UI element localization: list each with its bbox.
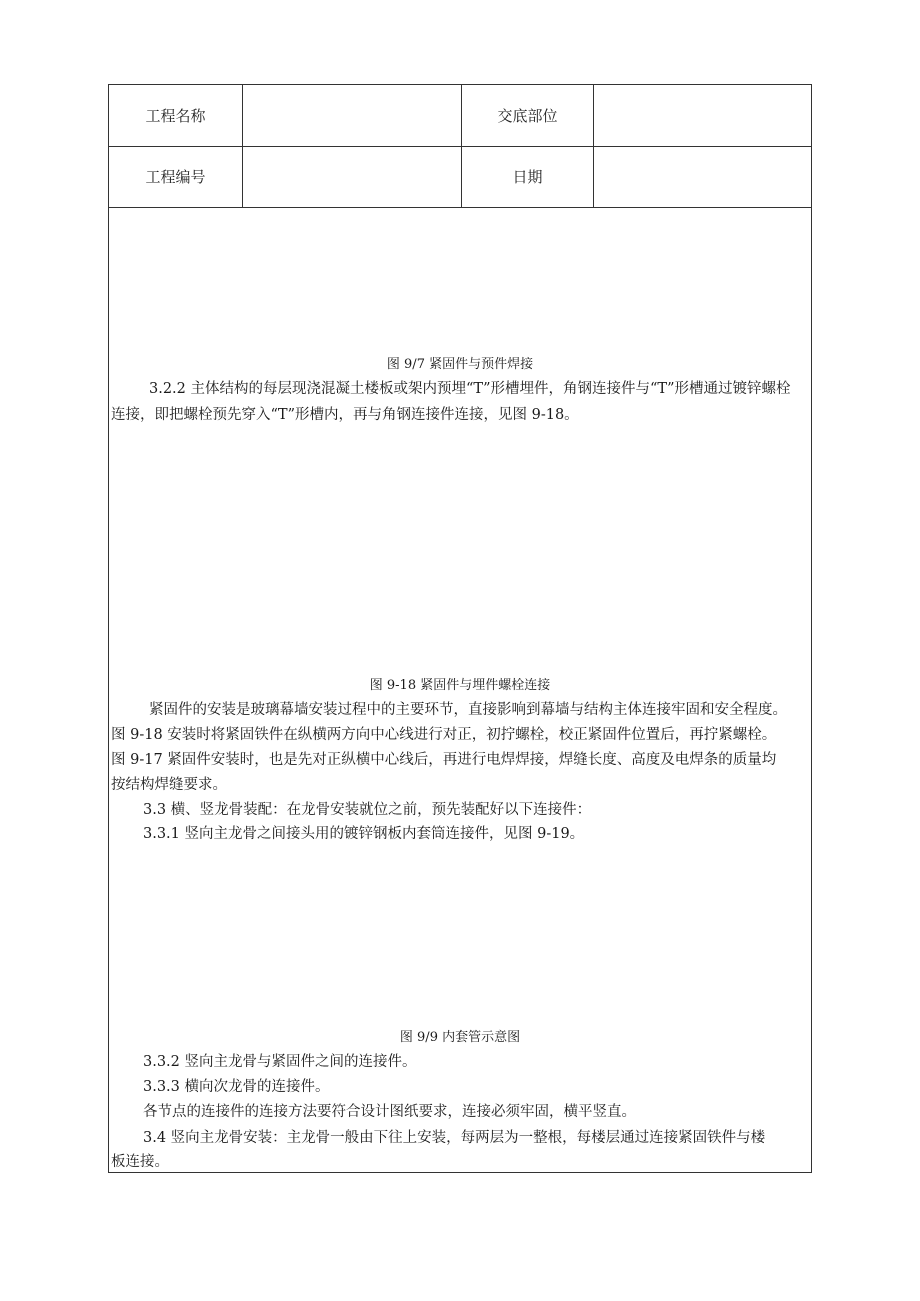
location-field[interactable]: [593, 85, 811, 146]
figure-9-17-area: [109, 208, 811, 354]
paragraph-line: 板连接。: [111, 1154, 169, 1170]
paragraph-line: 3.3.2 竖向主龙骨与紧固件之间的连接件。: [143, 1054, 417, 1070]
paragraph-line: 3.3 横、竖龙骨装配：在龙骨安装就位之前，预先装配好以下连接件：: [143, 802, 592, 818]
project-no-field[interactable]: [242, 146, 461, 207]
project-name-field[interactable]: [242, 85, 461, 146]
header-row-1: [109, 85, 811, 147]
paragraph-line: 按结构焊缝要求。: [111, 777, 227, 793]
paragraph-line: 3.3.3 横向次龙骨的连接件。: [143, 1079, 330, 1095]
paragraph-line: 图 9-17 紧固件安装时，也是先对正纵横中心线后，再进行电焊焊接，焊缝长度、高度及电焊条的质量均: [111, 752, 777, 768]
paragraph-line: 3.3.1 竖向主龙骨之间接头用的镀锌钢板内套筒连接件，见图 9-19。: [143, 826, 585, 842]
figure-caption: 图 9-18 紧固件与埋件螺栓连接: [369, 678, 551, 693]
paragraph-line: 3.4 竖向主龙骨安装：主龙骨一般由下往上安装，每两层为一整根，每楼层通过连接紧固铁件与楼: [143, 1130, 766, 1146]
date-field[interactable]: [593, 146, 811, 207]
figure-9-18-area: [109, 430, 811, 670]
project-name-label: 工程名称: [145, 107, 206, 125]
figure-caption: 图 9/9 内套管示意图: [399, 1030, 521, 1045]
paragraph-line: 连接，即把螺栓预先穿入“T”形槽内，再与角钢连接件连接，见图 9-18。: [111, 407, 579, 423]
paragraph-line: 3.2.2 主体结构的每层现浇混凝土楼板或架内预埋“T”形槽埋件，角钢连接件与“T”形槽通过镀锌螺栓: [149, 381, 791, 397]
figure-9-19-area: [109, 850, 811, 1020]
paragraph-line: 图 9-18 安装时将紧固铁件在纵横两方向中心线进行对正，初拧螺栓，校正紧固件位置后，再拧紧螺栓。: [111, 727, 777, 743]
project-no-label: 工程编号: [145, 168, 206, 186]
paragraph-line: 各节点的连接件的连接方法要符合设计图纸要求，连接必须牢固，横平竖直。: [143, 1104, 636, 1120]
disclosure-sheet: [108, 84, 812, 1173]
paragraph-line: 紧固件的安装是玻璃幕墙安装过程中的主要环节，直接影响到幕墙与结构主体连接牢固和安全程度。: [149, 702, 787, 718]
location-label: 交底部位: [461, 85, 593, 146]
date-label: 日期: [461, 146, 593, 207]
header-row-2: [109, 146, 811, 208]
figure-caption: 图 9/7 紧固件与预件焊接: [386, 357, 534, 372]
